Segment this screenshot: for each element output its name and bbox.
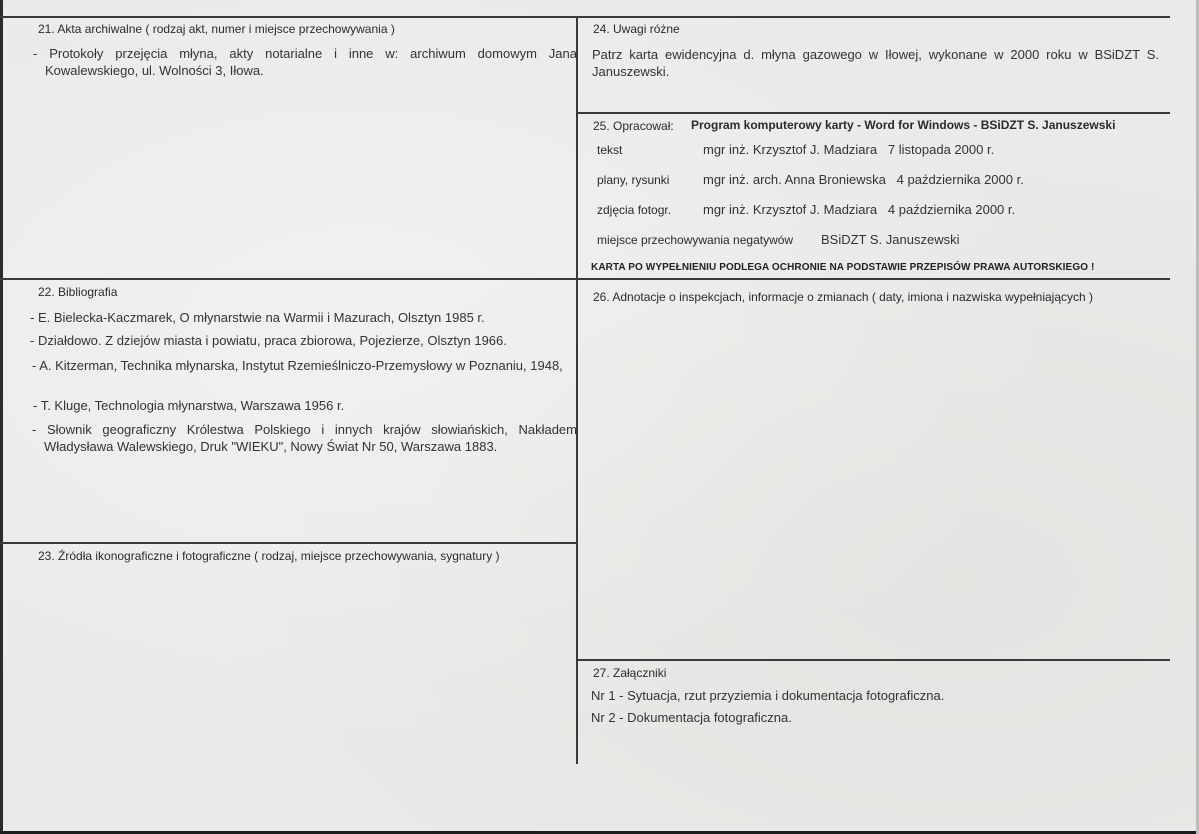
role-label-text: tekst <box>597 143 623 157</box>
rule-22-26 <box>0 278 1170 280</box>
role-value-plans: mgr inż. arch. Anna Broniewska 4 października 2000 r. <box>703 172 1024 187</box>
section-27-title: 27. Załączniki <box>593 666 667 680</box>
copyright-warning: KARTA PO WYPEŁNIENIU PODLEGA OCHRONIE NA PODSTAWIE PRZEPISÓW PRAWA AUTORSKIEGO ! <box>591 262 1095 273</box>
bibliography-item: - Słownik geograficzny Królestwa Polskiego i innych krajów słowiańskich, Nakładem Władysława Walewskiego, Druk "WIEKU", Nowy Świat Nr 50, Warszawa 1883. <box>32 422 577 454</box>
role-value-text: mgr inż. Krzysztof J. Madziara 7 listopada 2000 r. <box>703 142 995 157</box>
rule-24-25 <box>577 112 1170 114</box>
bibliography-item: - T. Kluge, Technologia młynarstwa, Warszawa 1956 r. <box>33 398 345 413</box>
top-rule <box>0 16 1170 18</box>
section-25-label: 25. Opracował: <box>593 119 674 133</box>
bibliography-item: - Działdowo. Z dziejów miasta i powiatu, praca zbiorowa, Pojezierze, Olsztyn 1966. <box>30 333 507 348</box>
bibliography-item: - A. Kitzerman, Technika młynarska, Instytut Rzemieślniczo-Przemysłowy w Poznaniu, 1948, <box>32 358 563 373</box>
program-info: Program komputerowy karty - Word for Windows - BSiDZT S. Januszewski <box>691 118 1116 132</box>
negatives-value: BSiDZT S. Januszewski <box>821 232 960 247</box>
attachment-item: Nr 1 - Sytuacja, rzut przyziemia i dokumentacja fotograficzna. <box>591 688 945 703</box>
section-26-title: 26. Adnotacje o inspekcjach, informacje o zmianach ( daty, imiona i nazwiska wypełniających ) <box>593 290 1094 304</box>
section-22-title: 22. Bibliografia <box>38 285 118 299</box>
section-24-body: Patrz karta ewidencyjna d. młyna gazowego w Iłowej, wykonane w 2000 roku w BSiDZT S. Januszewski. <box>592 47 1159 79</box>
section-23-title: 23. Źródła ikonograficzne i fotograficzne ( rodzaj, miejsce przechowywania, sygnatury ) <box>38 549 500 563</box>
role-label-plans: plany, rysunki <box>597 173 670 187</box>
role-value-photos: mgr inż. Krzysztof J. Madziara 4 października 2000 r. <box>703 202 1016 217</box>
negatives-label: miejsce przechowywania negatywów <box>597 233 794 247</box>
rule-26-27 <box>577 659 1170 661</box>
center-divider <box>576 16 578 764</box>
page-left-edge <box>0 0 3 834</box>
section-21-title: 21. Akta archiwalne ( rodzaj akt, numer i miejsce przechowywania ) <box>38 22 395 36</box>
section-21-body: - Protokoły przejęcia młyna, akty notarialne i inne w: archiwum domowym Jana Kowalewskiego, ul. Wolności 3, Iłowa. <box>33 46 577 78</box>
role-label-photos: zdjęcia fotogr. <box>597 203 672 217</box>
section-24-title: 24. Uwagi różne <box>593 22 680 36</box>
bibliography-item: - E. Bielecka-Kaczmarek, O młynarstwie na Warmii i Mazurach, Olsztyn 1985 r. <box>30 310 485 325</box>
attachment-item: Nr 2 - Dokumentacja fotograficzna. <box>591 710 792 725</box>
rule-22-23 <box>0 542 577 544</box>
